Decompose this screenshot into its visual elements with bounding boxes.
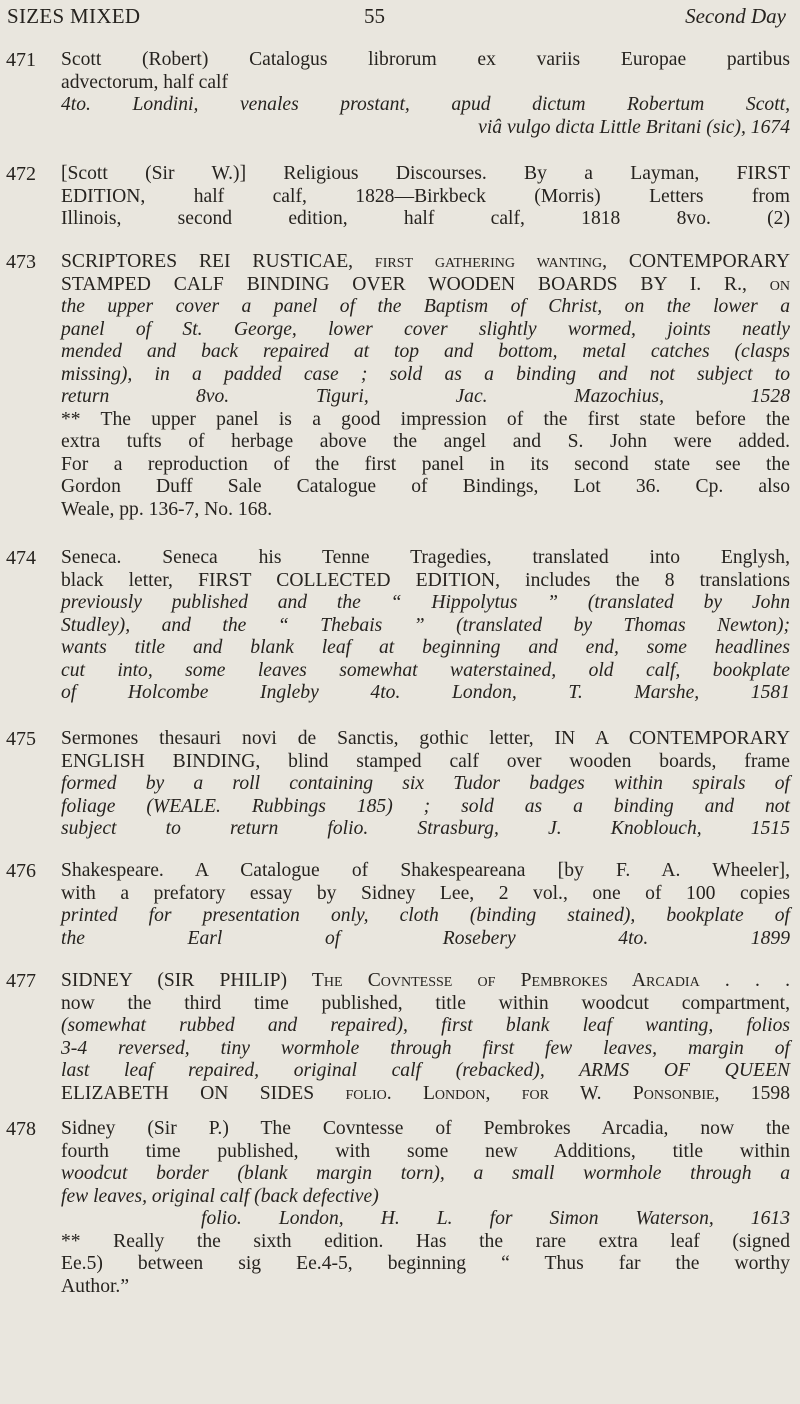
entry-line: panel of St. George, lower cover slightly wormed, joints neatly (61, 318, 790, 340)
entry-line: (somewhat rubbed and repaired), first blank leaf wanting, folios (61, 1015, 790, 1036)
entry-note-line: Gordon Duff Sale Catalogue of Bindings, Lot 36. Cp. also (61, 476, 790, 497)
entry-line: of Holcombe Ingleby 4to. London, T. Marshe, 1581 (61, 682, 790, 703)
entry-description (61, 728, 790, 841)
entry-note-line: extra tufts of herbage above the angel and S. John were added. (61, 431, 790, 452)
lot-number: 477 (6, 970, 36, 992)
entry-note-line: Author.” (61, 1275, 130, 1297)
entry-line: ENGLISH BINDING, blind stamped calf over wooden boards, frame (61, 750, 790, 772)
entry-line: Illinois, second edition, half calf, 1818 8vo. (2) (61, 208, 790, 229)
page-number: 55 (364, 4, 385, 28)
entry-line: SIDNEY (SIR PHILIP) The Covntesse of Pembrokes Arcadia . . . (61, 970, 790, 991)
entry-line: Seneca. Seneca his Tenne Tragedies, translated into Englysh, (61, 547, 790, 568)
entry-note-line: ** The upper panel is a good impression of the first state before the (61, 408, 790, 430)
entry-line: folio. London, H. L. for Simon Waterson, 1613 (201, 1208, 790, 1229)
entry-description (61, 49, 790, 139)
entry-line: the Earl of Rosebery 4to. 1899 (61, 927, 790, 949)
section-title: SIZES MIXED (7, 4, 141, 28)
entry-description (61, 251, 790, 521)
lot-number: 478 (6, 1118, 36, 1140)
lot-number: 473 (6, 251, 36, 273)
entry-line: previously published and the “ Hippolytus ” (translated by John (61, 592, 790, 613)
entry-line: few leaves, original calf (back defective) (61, 1185, 379, 1207)
entry-line: viâ vulgo dicta Little Britani (sic), 1674 (478, 116, 790, 138)
entry-note-line: For a reproduction of the first panel in its second state see the (61, 453, 790, 475)
lot-number: 472 (6, 163, 36, 185)
entry-line: now the third time published, title within woodcut compartment, (61, 992, 790, 1014)
lot-number: 476 (6, 860, 36, 882)
catalogue-entry (6, 1118, 790, 1298)
entry-line: formed by a roll containing six Tudor badges within spirals of (61, 773, 790, 794)
day-label: Second Day (685, 4, 786, 28)
entry-description (61, 163, 790, 231)
entry-line: wants title and blank leaf at beginning and end, some headlines (61, 637, 790, 658)
page-header (7, 4, 786, 30)
entry-line: cut into, some leaves somewhat waterstained, old calf, bookplate (61, 659, 790, 681)
entry-line: foliage (WEALE. Rubbings 185) ; sold as a binding and not (61, 795, 790, 817)
entry-line: Shakespeare. A Catalogue of Shakespeareana [by F. A. Wheeler], (61, 860, 790, 881)
entry-line: EDITION, half calf, 1828—Birkbeck (Morris) Letters from (61, 185, 790, 207)
entry-line: 3-4 reversed, tiny wormhole through first few leaves, margin of (61, 1037, 790, 1059)
entry-note-line: ** Really the sixth edition. Has the rare extra leaf (signed (61, 1230, 790, 1252)
entry-line: ELIZABETH ON SIDES folio. London, for W. Ponsonbie, 1598 (61, 1082, 790, 1104)
entry-line: SCRIPTORES REI RUSTICAE, first gathering wanting, CONTEMPORARY (61, 251, 790, 272)
entry-note-line: Weale, pp. 136-7, No. 168. (61, 498, 273, 520)
entry-line: woodcut border (blank margin torn), a small wormhole through a (61, 1163, 790, 1184)
lot-number: 475 (6, 728, 36, 750)
catalogue-entry (6, 860, 790, 950)
catalogue-entry (6, 251, 790, 521)
entry-line: fourth time published, with some new Additions, title within (61, 1140, 790, 1162)
entry-description (61, 970, 790, 1105)
entry-line: black letter, FIRST COLLECTED EDITION, includes the 8 translations (61, 569, 790, 591)
entry-line: Sermones thesauri novi de Sanctis, gothic letter, IN A CONTEMPORARY (61, 728, 790, 749)
entry-line: with a prefatory essay by Sidney Lee, 2 vol., one of 100 copies (61, 882, 790, 904)
entry-description (61, 1118, 790, 1298)
entry-note-line: Ee.5) between sig Ee.4-5, beginning “ Thus far the worthy (61, 1253, 790, 1274)
catalogue-entry (6, 728, 790, 841)
entry-line: the upper cover a panel of the Baptism of Christ, on the lower a (61, 296, 790, 317)
catalogue-entry (6, 163, 790, 231)
entry-line: 4to. Londini, venales prostant, apud dictum Robertum Scott, (61, 94, 790, 115)
entry-description (61, 860, 790, 950)
entry-line: advectorum, half calf (61, 71, 229, 93)
entry-line: last leaf repaired, original calf (rebacked), ARMS OF QUEEN (61, 1060, 790, 1081)
lot-number: 471 (6, 49, 36, 71)
catalogue-entry (6, 547, 790, 705)
entry-line: subject to return folio. Strasburg, J. Knoblouch, 1515 (61, 818, 790, 839)
entry-line: printed for presentation only, cloth (binding stained), bookplate of (61, 905, 790, 926)
entry-description (61, 547, 790, 705)
entry-line: Scott (Robert) Catalogus librorum ex variis Europae partibus (61, 49, 790, 70)
catalogue-entry (6, 49, 790, 139)
entry-line: return 8vo. Tiguri, Jac. Mazochius, 1528 (61, 386, 790, 407)
entry-line: Sidney (Sir P.) The Covntesse of Pembrokes Arcadia, now the (61, 1118, 790, 1139)
catalogue-entry (6, 970, 790, 1105)
entry-line: STAMPED CALF BINDING OVER WOODEN BOARDS BY I. R., on (61, 273, 790, 295)
entry-line: mended and back repaired at top and bottom, metal catches (clasps (61, 341, 790, 362)
entry-line: [Scott (Sir W.)] Religious Discourses. By a Layman, FIRST (61, 163, 790, 184)
lot-number: 474 (6, 547, 36, 569)
entry-line: Studley), and the “ Thebais ” (translated by Thomas Newton); (61, 614, 790, 636)
entry-line: missing), in a padded case ; sold as a binding and not subject to (61, 363, 790, 385)
